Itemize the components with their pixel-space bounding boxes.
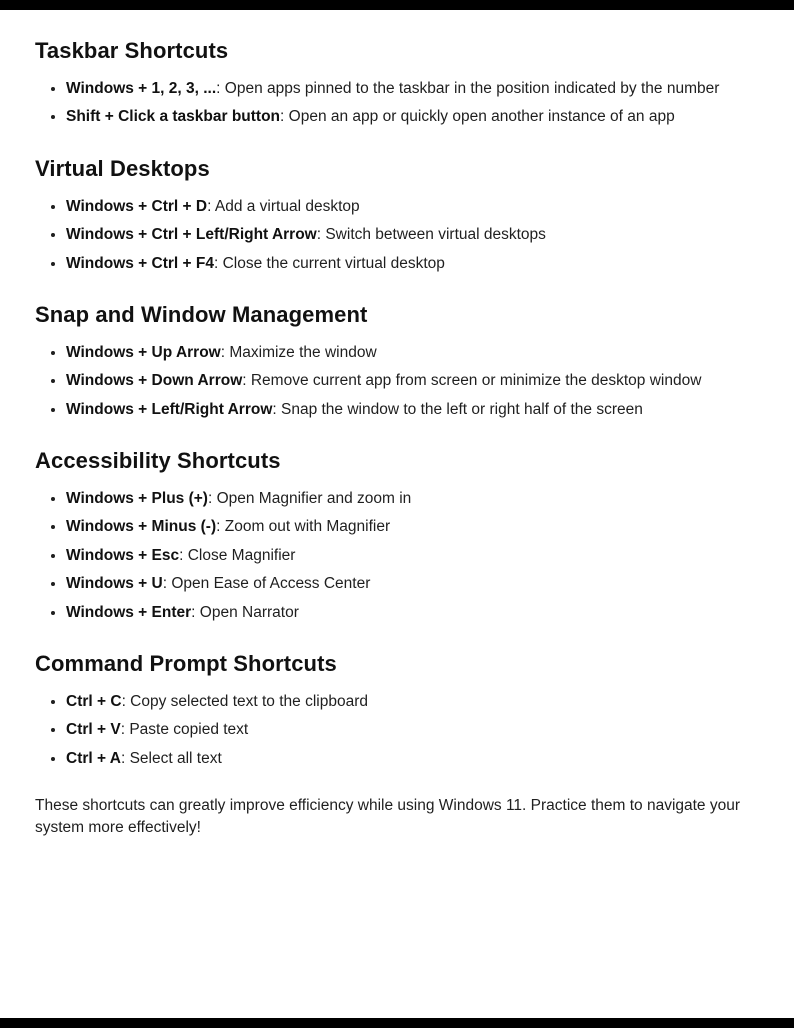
shortcut-item xyxy=(66,78,759,99)
shortcut-description: : Select all text xyxy=(120,749,222,767)
shortcut-description: : Open apps pinned to the taskbar in the position indicated by the number xyxy=(216,80,720,97)
bottom-border-bar xyxy=(0,1018,794,1028)
section-heading: Accessibility Shortcuts xyxy=(35,448,281,473)
shortcut-item xyxy=(66,748,759,769)
shortcut-key: Windows + 1, 2, 3, ... xyxy=(66,80,217,97)
shortcut-item xyxy=(66,196,759,217)
shortcut-item xyxy=(66,488,759,509)
shortcut-key: Shift + Click a taskbar button xyxy=(66,108,281,126)
shortcut-list xyxy=(35,78,759,128)
section-heading: Virtual Desktops xyxy=(35,155,210,181)
shortcut-item xyxy=(66,573,759,594)
shortcut-key: Windows + Ctrl + Left/Right Arrow xyxy=(66,226,317,244)
shortcut-item xyxy=(66,719,759,740)
shortcut-item xyxy=(66,399,759,420)
shortcut-key: Windows + Minus (-) xyxy=(66,518,217,536)
closing-paragraph: These shortcuts can greatly improve efficiency while using Windows 11. Practice them to navigate your system more effectively! xyxy=(35,797,741,837)
shortcut-list xyxy=(35,488,759,623)
shortcut-item xyxy=(66,342,759,363)
shortcut-key: Windows + Down Arrow xyxy=(66,372,243,390)
shortcut-sections xyxy=(35,38,759,769)
shortcut-description: : Copy selected text to the clipboard xyxy=(121,692,368,710)
top-border-bar xyxy=(0,0,794,10)
shortcut-item xyxy=(66,516,759,537)
section-heading: Snap and Window Management xyxy=(35,301,368,327)
shortcut-description: : Open Ease of Access Center xyxy=(162,575,371,593)
shortcut-key: Windows + Esc xyxy=(66,546,180,564)
shortcut-key: Ctrl + V xyxy=(66,721,121,739)
shortcut-key: Ctrl + C xyxy=(66,692,122,710)
section-heading: Command Prompt Shortcuts xyxy=(35,650,337,676)
shortcut-description: : Add a virtual desktop xyxy=(207,197,360,215)
document-content xyxy=(35,10,759,840)
shortcut-description: : Remove current app from screen or minimize the desktop window xyxy=(242,372,702,390)
shortcut-description: : Open Narrator xyxy=(191,603,299,621)
shortcut-key: Windows + Plus (+) xyxy=(66,490,208,507)
shortcut-key: Ctrl + A xyxy=(66,749,121,767)
shortcut-item xyxy=(66,691,759,712)
shortcut-item xyxy=(66,370,759,391)
shortcut-description: : Open an app or quickly open another instance of an app xyxy=(280,108,675,126)
shortcut-description: : Close the current virtual desktop xyxy=(214,254,445,272)
shortcut-item xyxy=(66,545,759,566)
shortcut-key: Windows + Up Arrow xyxy=(66,343,221,361)
shortcut-description: : Paste copied text xyxy=(120,721,249,739)
shortcut-description: : Zoom out with Magnifier xyxy=(216,518,391,536)
shortcut-description: : Maximize the window xyxy=(220,343,377,361)
shortcut-item xyxy=(66,253,759,274)
shortcut-key: Windows + Ctrl + D xyxy=(66,197,208,215)
shortcut-description: : Open Magnifier and zoom in xyxy=(207,490,412,507)
shortcut-description: : Snap the window to the left or right half of the screen xyxy=(272,400,643,418)
shortcut-item xyxy=(66,602,759,623)
shortcut-key: Windows + Ctrl + F4 xyxy=(66,254,214,272)
shortcut-description: : Switch between virtual desktops xyxy=(316,226,546,244)
shortcut-key: Windows + U xyxy=(66,575,163,593)
shortcut-key: Windows + Left/Right Arrow xyxy=(66,400,273,418)
shortcut-description: : Close Magnifier xyxy=(179,546,296,564)
shortcut-item xyxy=(66,224,759,245)
shortcut-list xyxy=(35,342,759,420)
shortcut-list xyxy=(35,691,759,769)
shortcut-key: Windows + Enter xyxy=(66,603,192,621)
shortcut-item xyxy=(66,106,759,127)
shortcut-list xyxy=(35,196,759,274)
section-heading: Taskbar Shortcuts xyxy=(35,38,229,63)
